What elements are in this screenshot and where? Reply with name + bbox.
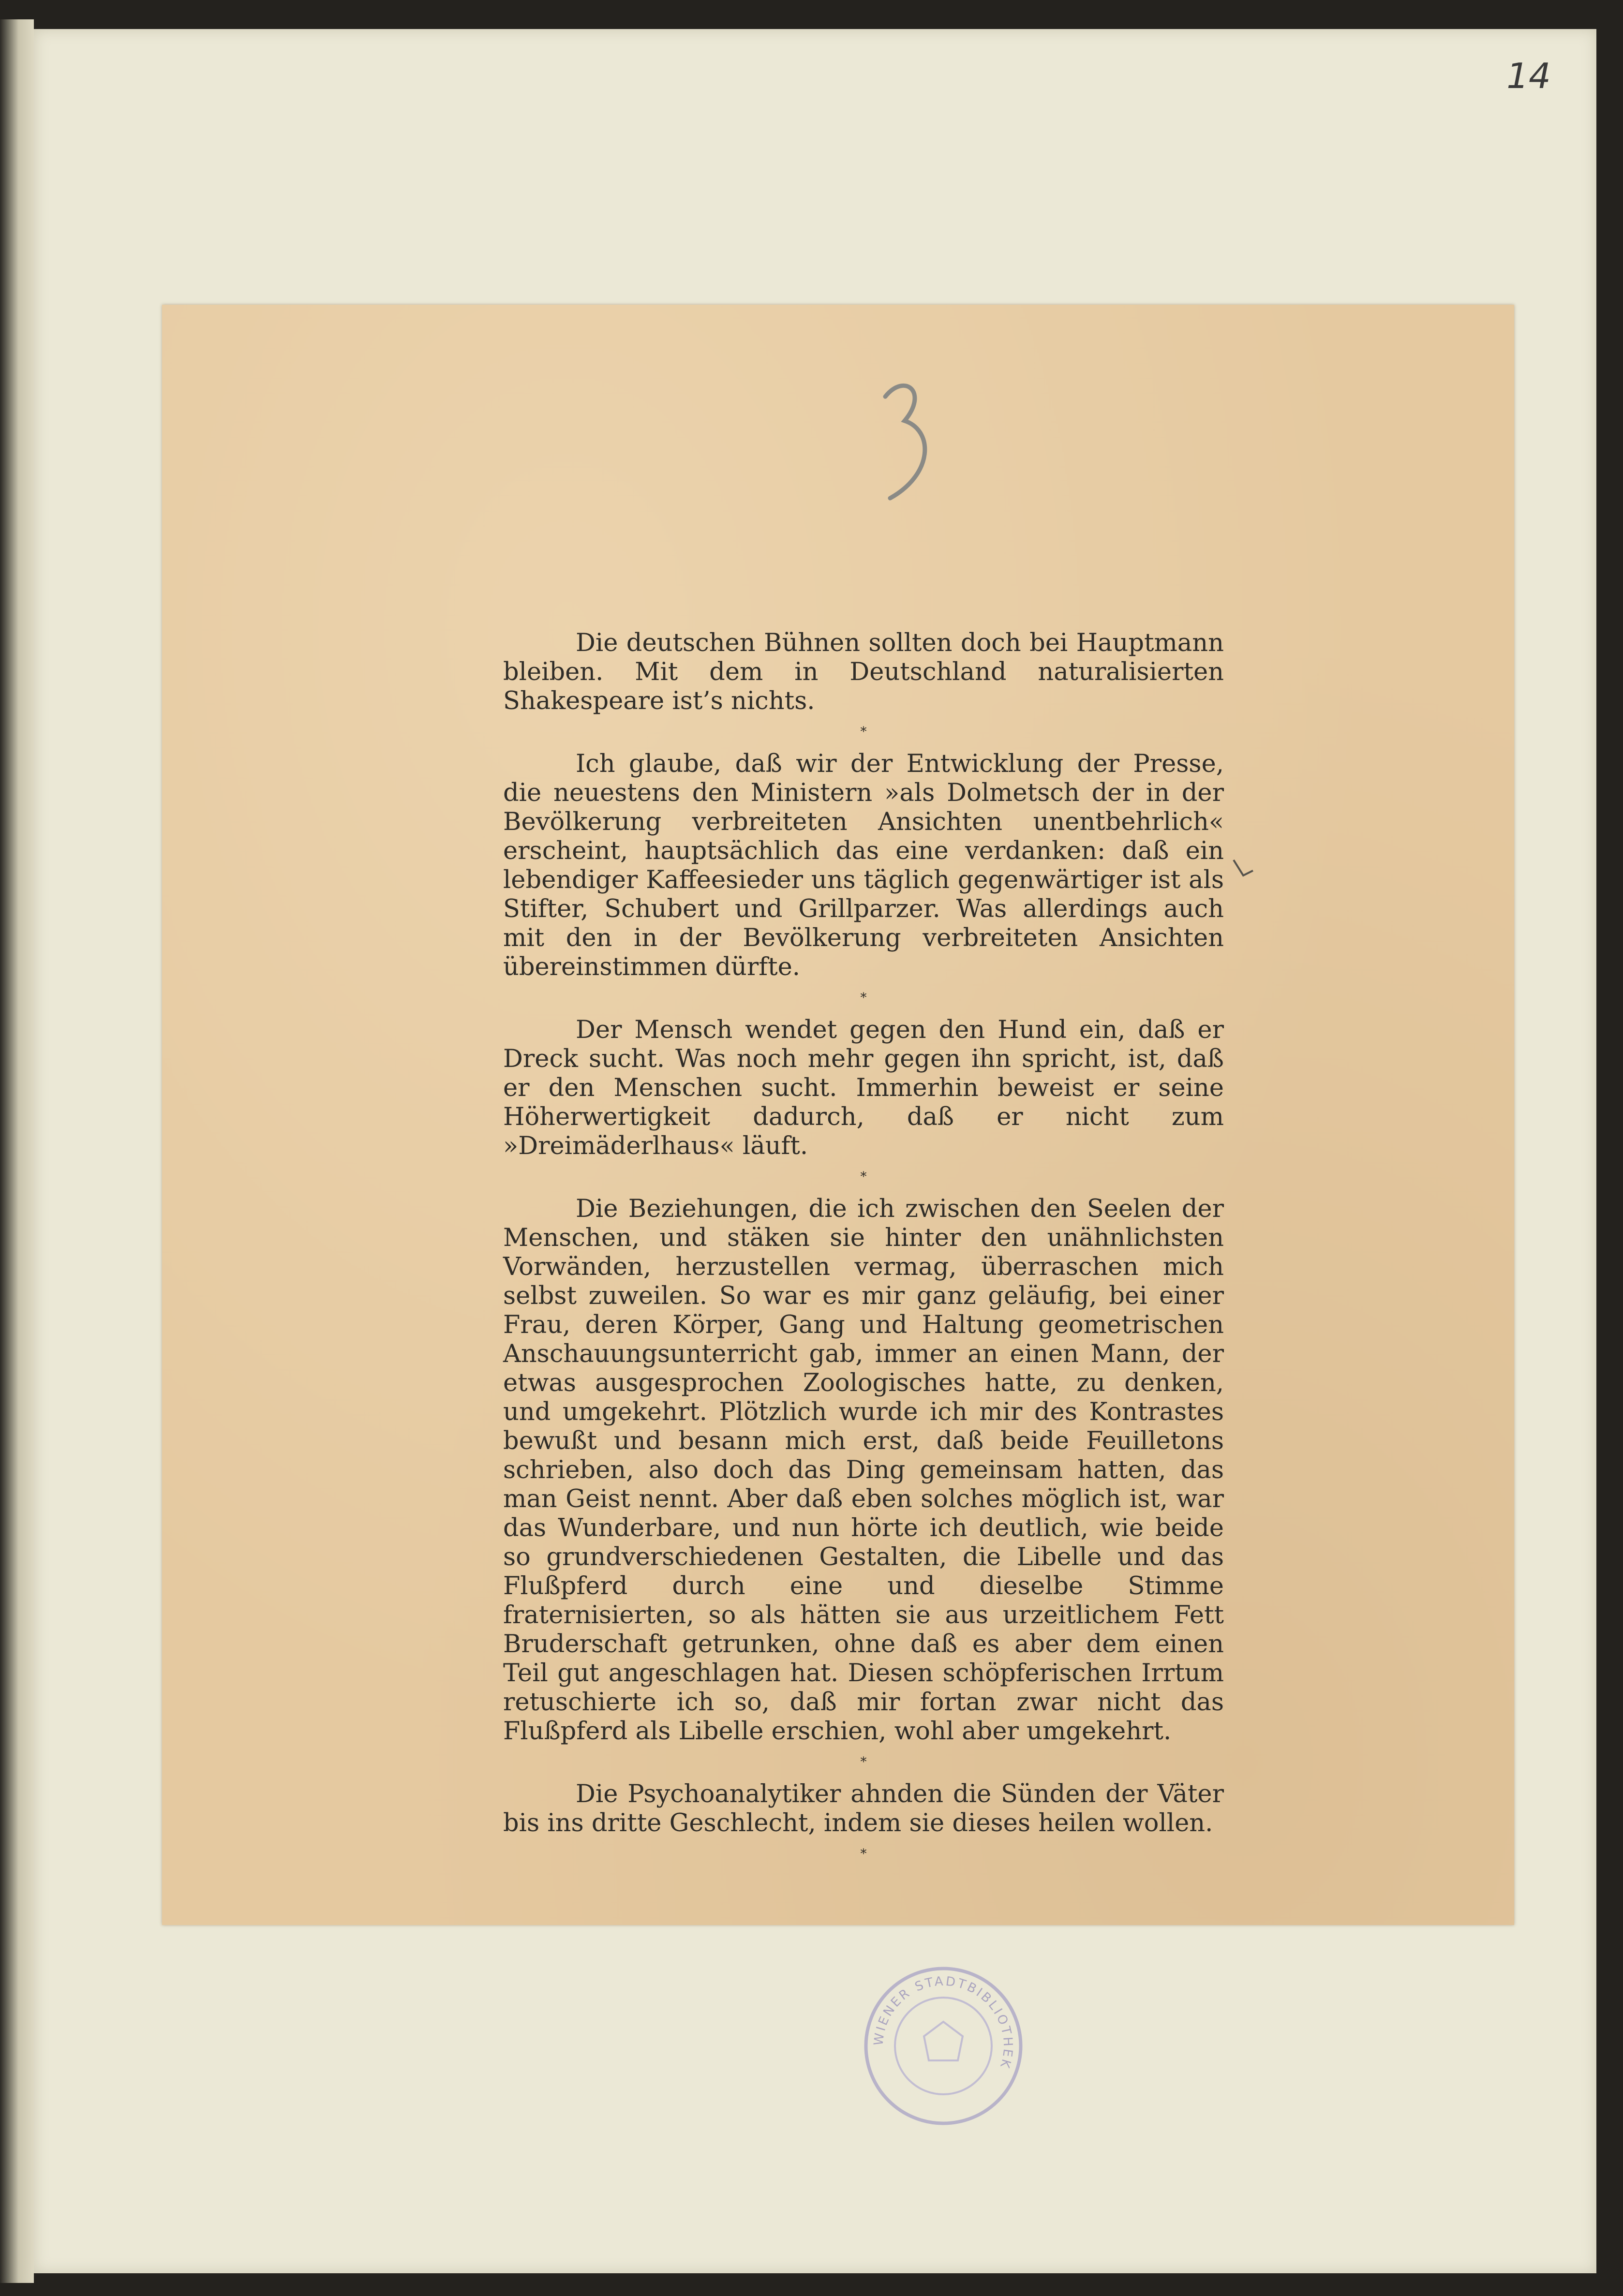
folio-number: 14 bbox=[1506, 56, 1551, 96]
separator-star: * bbox=[860, 1847, 867, 1861]
book-binding-edge bbox=[0, 19, 34, 2283]
separator-star: * bbox=[860, 1755, 867, 1769]
pencil-tick-mark bbox=[1229, 856, 1258, 885]
separator-star: * bbox=[860, 725, 867, 739]
paragraph-5: Die Psychoanalytiker ahnden die Sünden der Väter bis ins dritte Geschlecht, indem sie dieses heilen wollen. bbox=[503, 1780, 1224, 1837]
paragraph-3: Der Mensch wendet gegen den Hund ein, daß er Dreck sucht. Was noch mehr gegen ihn spricht, ist, daß er den Menschen sucht. Immerhin beweist er seine Höherwertigkeit dadurch, daß er nicht zum »Dreimäderlhaus« läuft. bbox=[503, 1016, 1224, 1160]
paragraph-4: Die Beziehungen, die ich zwischen den Seelen der Menschen, und stäken sie hinter den unähnlichsten Vorwänden, herzustellen vermag, überraschen mich selbst zuweilen. So war es mir ganz geläufig, bei einer Frau, deren Körper, Gang und Haltung geometrischen Anschauungsunterricht gab, immer an einen Mann, der etwas ausgesprochen Zoologisches hatte, zu denken, und umgekehrt. Plötzlich wurde ich mir des Kontrastes bewußt und besann mich erst, daß beide Feuilletons schrieben, also doch das Ding gemeinsam hatten, das man Geist nennt. Aber daß eben solches möglich ist, war das Wunderbare, und nun hörte ich deutlich, wie beide so grundverschiedenen Gestalten, die Libelle und das Flußpferd durch eine und dieselbe Stimme fraternisierten, so als hätten sie aus urzeitlichem Fett Bruderschaft getrunken, ohne daß es aber dem einen Teil gut angeschlagen hat. Diesen schöpferischen Irrtum retuschierte ich so, daß mir fortan zwar nicht das Flußpferd als Libelle erschien, wohl aber umgekehrt. bbox=[503, 1195, 1224, 1746]
clipping-text-column bbox=[503, 629, 1224, 1872]
stamp-text: WIENER STADTBIBLIOTHEK bbox=[871, 1974, 1015, 2072]
paragraph-1: Die deutschen Bühnen sollten doch bei Hauptmann bleiben. Mit dem in Deutschland naturalisierten Shakespeare ist’s nichts. bbox=[503, 629, 1224, 715]
library-stamp bbox=[861, 1964, 1026, 2128]
pencil-numeral-mark bbox=[871, 377, 948, 513]
separator-star: * bbox=[860, 991, 867, 1005]
separator-star: * bbox=[860, 1170, 867, 1184]
paragraph-2: Ich glaube, daß wir der Entwicklung der Presse, die neuestens den Ministern »als Dolmetsch der in der Bevölkerung verbreiteten Ansichten unentbehrlich« erscheint, hauptsächlich das eine verdanken: daß ein lebendiger Kaffeesieder uns täglich gegenwärtiger ist als Stifter, Schubert und Grillparzer. Was allerdings auch mit den in der Bevölkerung verbreiteten Ansichten übereinstimmen dürfte. bbox=[503, 750, 1224, 981]
